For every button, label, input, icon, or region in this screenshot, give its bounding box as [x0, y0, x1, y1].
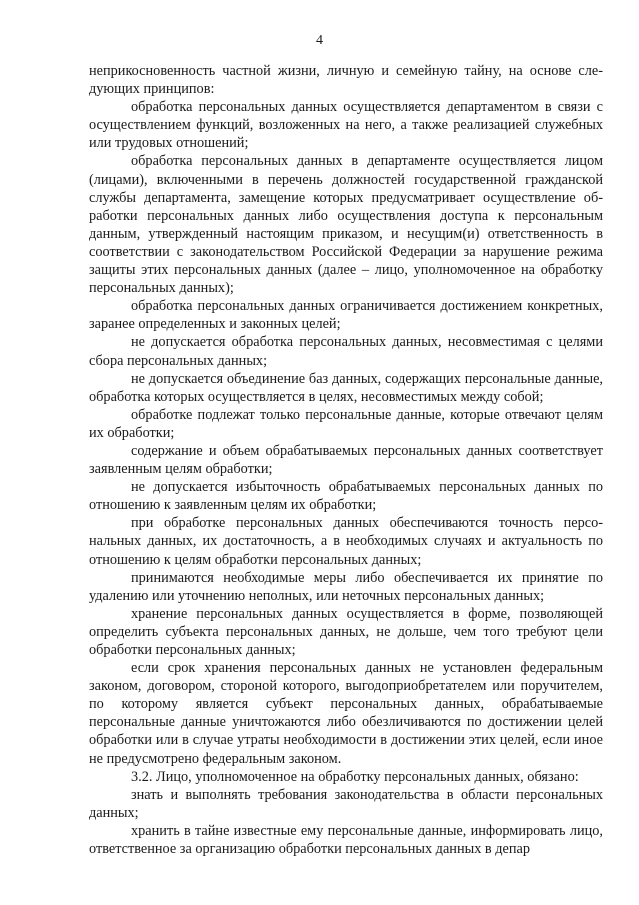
paragraph: знать и выполнять требования законодательства в области персональных данных; [89, 786, 603, 821]
paragraph: принимаются необходимые меры либо обеспечивается их принятие по удалению или уточнению неполных, или неточных персональных данных; [89, 569, 603, 604]
paragraph: обработка персональных данных в департаменте осуществляется лицом (лицами), включенными в перечень должностей государственной гражданской службы департамента, замещение которых предусматривает осуществление обработки персональных данных либо осуществления доступа к персональным данным, утвержденный настоящим приказом, и несущим(и) ответственность в соответствии с законодательством Российской Федерации за нарушение режима защиты этих персональных данных (далее – лицо, уполномоченное на обработку персональных данных); [89, 153, 603, 297]
page-number: 4 [316, 33, 323, 48]
paragraph: содержание и объем обрабатываемых персональных данных соответствует заявленным целям обработки; [89, 442, 603, 478]
paragraph: обработка персональных данных осуществляется департаментом в связи с осуществлением функций, возложенных на него, а также реализацией служебных или трудовых отношений; [89, 99, 603, 152]
document-body [89, 62, 603, 858]
paragraph: хранить в тайне известные ему персональные данные, информировать лицо, ответственное за организацию обработки персональных данных в депар [89, 822, 603, 858]
paragraph: неприкосновенность частной жизни, личную и семейную тайну, на основе следующих принципов: [89, 63, 603, 98]
paragraph: обработка персональных данных ограничивается достижением конкретных, заранее определенных и законных целей; [89, 298, 603, 333]
paragraph: не допускается обработка персональных данных, несовместимая с целями сбора персональных данных; [89, 334, 603, 369]
paragraph: если срок хранения персональных данных не установлен федеральным законом, договором, стороной которого, выгодоприобретателем или поручителем, по которому является субъект персональных данных, обрабатываемые персональные данные уничтожаются либо обезличиваются по достижении целей обработки или в случае утраты необходимости в достижении этих целей, если иное не предусмотрено федеральным законом. [89, 660, 603, 767]
paragraph: при обработке персональных данных обеспечиваются точность персональных данных, их достаточность, а в необходимых случаях и актуальность по отношению к целям обработки персональных данных; [89, 515, 603, 568]
paragraph: обработке подлежат только персональные данные, которые отвечают целям их обработки; [89, 406, 603, 441]
paragraph: хранение персональных данных осуществляется в форме, позволяющей определить субъекта персональных данных, не дольше, чем того требуют цели обработки персональных данных; [89, 605, 603, 658]
paragraph: не допускается избыточность обрабатываемых персональных данных по отношению к заявленным целям их обработки; [89, 479, 603, 514]
paragraph: не допускается объединение баз данных, содержащих персональные данные, обработка которых осуществляется в целях, несовместимых между собой; [89, 370, 603, 405]
section-heading-3-2: 3.2. Лицо, уполномоченное на обработку персональных данных, обязано: [131, 768, 579, 785]
